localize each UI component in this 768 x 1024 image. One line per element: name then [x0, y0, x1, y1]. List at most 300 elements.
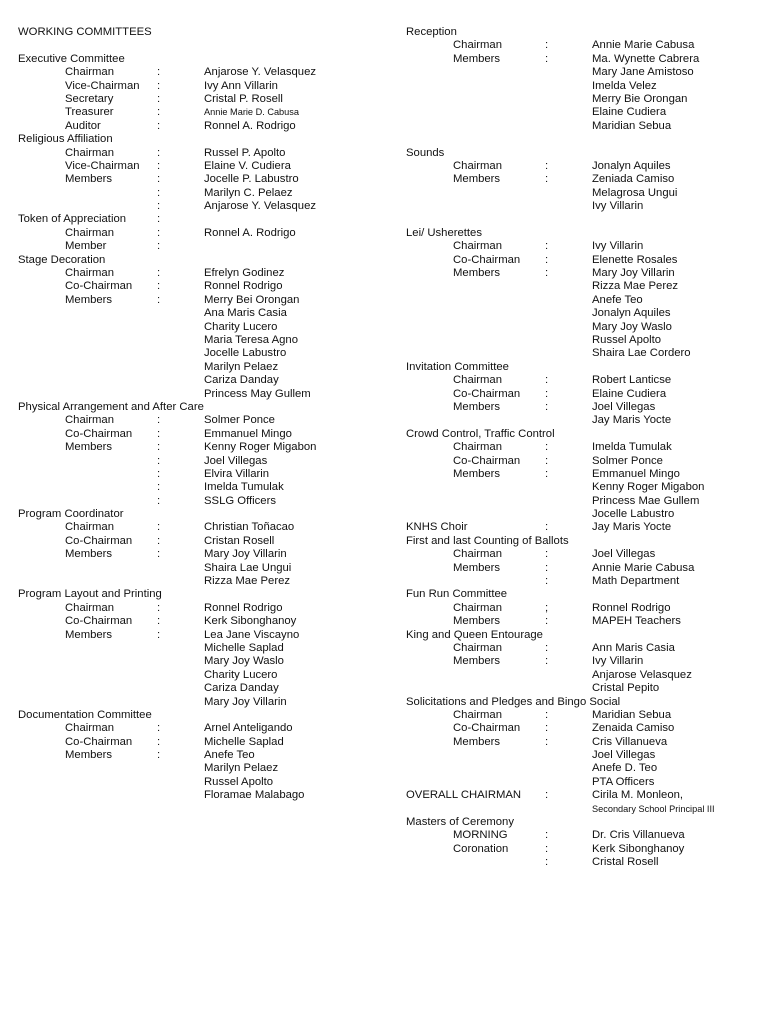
committee-member-row	[18, 294, 390, 307]
committee-member-row	[18, 575, 390, 588]
member-role: Members	[65, 441, 113, 454]
committee-member-row	[406, 709, 756, 722]
member-role: Chairman	[65, 267, 114, 280]
member-name: Merry Bie Orongan	[592, 92, 688, 105]
spacer	[406, 133, 756, 146]
member-role: Co-Chairman	[65, 534, 133, 547]
committee-member-row	[406, 562, 756, 575]
committee-member-row	[406, 321, 756, 334]
separator-colon: :	[157, 173, 161, 186]
committee-heading	[18, 53, 390, 66]
member-name: Ma. Wynette Cabrera	[592, 52, 700, 65]
committee-heading	[18, 709, 390, 722]
committee-member-row	[18, 615, 390, 628]
member-name: Zeniada Camiso	[592, 173, 675, 186]
committee-member-row	[406, 736, 756, 749]
committee-member-row	[406, 414, 756, 427]
member-role: Chairman	[453, 641, 502, 654]
separator-colon: :	[157, 494, 161, 507]
member-name: Zenaida Camiso	[592, 722, 675, 735]
committee-member-row	[406, 749, 756, 762]
separator-colon: :	[157, 159, 161, 172]
member-name: Cristan Rosell	[204, 534, 275, 547]
member-name: Charity Lucero	[204, 668, 278, 681]
member-name: Elenette Rosales	[592, 253, 678, 266]
member-role: Chairman	[65, 146, 114, 159]
committee-heading	[406, 696, 756, 709]
separator-colon: :	[157, 293, 161, 306]
member-name: Joel Villegas	[592, 548, 656, 561]
member-role: Members	[65, 548, 113, 561]
separator-colon: :	[545, 735, 549, 748]
member-name: Jocelle Labustro	[592, 508, 675, 521]
committee-member-row	[406, 388, 756, 401]
committee-member-row	[18, 187, 390, 200]
member-name: Merry Bei Orongan	[204, 293, 300, 306]
committee-heading	[18, 588, 390, 601]
member-name: Elaine Cudiera	[592, 387, 667, 400]
committee-member-row	[406, 53, 756, 66]
member-role: Members	[453, 173, 501, 186]
member-name: Michelle Saplad	[204, 735, 284, 748]
member-role: Chairman	[453, 39, 502, 52]
committee-member-row	[18, 602, 390, 615]
committee-member-row	[18, 361, 390, 374]
committee-member-row	[18, 307, 390, 320]
committee-member-row	[18, 428, 390, 441]
separator-colon: :	[545, 521, 549, 534]
separator-colon: :	[157, 534, 161, 547]
separator-colon: :	[545, 641, 549, 654]
separator-colon: :	[157, 548, 161, 561]
member-name: Jocelle Labustro	[204, 347, 287, 360]
member-name: Anefe Teo	[204, 749, 255, 762]
committee-title: Invitation Committee	[406, 360, 509, 373]
member-role: Co-Chairman	[65, 427, 133, 440]
committee-member-row	[18, 321, 390, 334]
committee-member-row	[18, 200, 390, 213]
member-name: Ivy Ann Villarin	[204, 79, 278, 92]
member-name: Cristal Rosell	[592, 856, 659, 869]
committee-member-row	[406, 441, 756, 454]
committee-member-row	[406, 93, 756, 106]
member-name: Kerk Sibonghanoy	[592, 842, 685, 855]
committee-member-row	[406, 160, 756, 173]
member-name: Rizza Mae Perez	[204, 575, 291, 588]
separator-colon: :	[545, 454, 549, 467]
right-column	[406, 26, 756, 870]
member-name: Christian Toñacao	[204, 521, 295, 534]
committee-member-row	[18, 495, 390, 508]
member-role: Chairman	[453, 708, 502, 721]
member-role: Vice-Chairman	[65, 159, 140, 172]
member-name: Mary Joy Waslo	[592, 320, 672, 333]
member-name: Princess May Gullem	[204, 387, 311, 400]
separator-colon: :	[157, 427, 161, 440]
committee-member-row	[406, 843, 756, 856]
separator-colon: :	[157, 200, 161, 213]
member-name: Elaine Cudiera	[592, 106, 667, 119]
separator-colon: :	[157, 186, 161, 199]
member-name: Anjarose Y. Velasquez	[204, 200, 317, 213]
committee-member-row	[406, 187, 756, 200]
committee-member-row	[406, 669, 756, 682]
member-role: Members	[453, 400, 501, 413]
committee-member-row	[406, 722, 756, 735]
member-role: Secretary	[65, 92, 114, 105]
separator-colon: :	[545, 240, 549, 253]
committee-member-row	[18, 80, 390, 93]
member-role: Co-Chairman	[453, 454, 521, 467]
member-role: Members	[453, 561, 501, 574]
committee-heading	[406, 789, 756, 802]
member-role: Co-Chairman	[453, 722, 521, 735]
committee-member-row	[406, 508, 756, 521]
member-name: Cristal P. Rosell	[204, 92, 283, 105]
separator-colon: :	[157, 106, 161, 119]
member-name: PTA Officers	[592, 775, 655, 788]
separator-colon: :	[545, 441, 549, 454]
member-name: Ann Maris Casia	[592, 641, 675, 654]
member-name: Cariza Danday	[204, 374, 279, 387]
separator-colon: :	[545, 561, 549, 574]
committee-heading	[406, 147, 756, 160]
separator-colon: :	[545, 842, 549, 855]
member-name: Cris Villanueva	[592, 735, 668, 748]
member-name: Annie Marie Cabusa	[592, 39, 695, 52]
committee-member-row	[18, 655, 390, 668]
committee-heading	[18, 254, 390, 267]
member-name: Ronnel A. Rodrigo	[204, 226, 296, 239]
member-name: Maridian Sebua	[592, 708, 672, 721]
committee-member-row	[18, 468, 390, 481]
committee-member-row	[406, 495, 756, 508]
committee-member-row	[18, 669, 390, 682]
committee-member-row	[18, 789, 390, 802]
member-name: Joel Villegas	[592, 400, 656, 413]
member-name: Russel Apolto	[204, 775, 274, 788]
member-name: Cariza Danday	[204, 682, 279, 695]
separator-colon: :	[157, 119, 161, 132]
committee-title: Solicitations and Pledges and Bingo Social	[406, 695, 621, 708]
separator-colon: :	[157, 146, 161, 159]
committee-member-row	[18, 736, 390, 749]
member-role: Chairman	[65, 601, 114, 614]
separator-colon: :	[545, 39, 549, 52]
member-name: MAPEH Teachers	[592, 615, 681, 628]
committee-title: Fun Run Committee	[406, 588, 508, 601]
spacer	[406, 213, 756, 226]
member-role: Members	[453, 467, 501, 480]
member-name: Emmanuel Mingo	[592, 467, 680, 480]
committee-title: Token of Appreciation	[18, 213, 127, 226]
separator-colon: :	[545, 52, 549, 65]
committee-member-row	[18, 521, 390, 534]
committee-member-row	[18, 548, 390, 561]
member-name: Anjarose Y. Velasquez	[204, 66, 317, 79]
member-role: Vice-Chairman	[65, 79, 140, 92]
committee-member-row	[18, 374, 390, 387]
member-name: Michelle Saplad	[204, 641, 284, 654]
separator-colon: :	[157, 521, 161, 534]
separator-colon: :	[545, 387, 549, 400]
committee-member-row	[406, 455, 756, 468]
spacer	[18, 39, 390, 52]
member-name: Floramae Malabago	[204, 789, 305, 802]
committee-heading	[406, 535, 756, 548]
member-role: Co-Chairman	[65, 615, 133, 628]
member-role: Members	[453, 655, 501, 668]
member-name: Marilyn C. Pelaez	[204, 186, 293, 199]
member-name: Lea Jane Viscayno	[204, 628, 300, 641]
committee-heading	[406, 588, 756, 601]
separator-colon: :	[157, 441, 161, 454]
committee-member-row	[406, 120, 756, 133]
member-name: Marilyn Pelaez	[204, 762, 279, 775]
committee-member-row	[406, 829, 756, 842]
member-name: Russel Apolto	[592, 333, 662, 346]
member-name: Melagrosa Ungui	[592, 186, 678, 199]
member-name: Dr. Cris Villanueva	[592, 829, 685, 842]
separator-colon: :	[157, 722, 161, 735]
committee-member-row	[18, 629, 390, 642]
member-role: Auditor	[65, 119, 101, 132]
committee-member-row	[18, 388, 390, 401]
member-role: Chairman	[65, 722, 114, 735]
committee-member-row	[18, 776, 390, 789]
separator-colon: :	[157, 481, 161, 494]
committee-title: Program Layout and Printing	[18, 588, 162, 601]
committee-title: OVERALL CHAIRMAN	[406, 789, 522, 802]
committee-member-row	[18, 749, 390, 762]
member-name: Ivy Villarin	[592, 200, 644, 213]
member-name: Ronnel Rodrigo	[592, 601, 671, 614]
committee-member-row	[406, 267, 756, 280]
separator-colon: :	[157, 601, 161, 614]
committee-heading	[18, 213, 390, 226]
member-name: Joel Villegas	[204, 454, 268, 467]
committee-member-row	[18, 455, 390, 468]
committee-heading	[18, 508, 390, 521]
committee-title: First and last Counting of Ballots	[406, 534, 569, 547]
separator-colon: :	[157, 92, 161, 105]
member-name: Rizza Mae Perez	[592, 280, 679, 293]
member-name: Russel P. Apolto	[204, 146, 286, 159]
member-name: Ana Maris Casia	[204, 307, 287, 320]
committee-member-row	[406, 347, 756, 360]
committee-member-row	[18, 106, 390, 119]
committee-member-row	[18, 722, 390, 735]
separator-colon: :	[545, 575, 549, 588]
member-name: Charity Lucero	[204, 320, 278, 333]
member-name: Shaira Lae Cordero	[592, 347, 691, 360]
committee-heading	[406, 428, 756, 441]
committee-member-row	[18, 267, 390, 280]
member-name: Arnel Anteligando	[204, 722, 293, 735]
member-name: Jay Maris Yocte	[592, 414, 672, 427]
committee-title: Documentation Committee	[18, 708, 152, 721]
committee-member-row	[406, 655, 756, 668]
member-role: Members	[65, 628, 113, 641]
separator-colon: :	[545, 789, 549, 802]
committee-title: King and Queen Entourage	[406, 628, 543, 641]
member-name: Mary Joy Villarin	[204, 548, 287, 561]
member-role: Co-Chairman	[65, 280, 133, 293]
committee-member-row	[406, 80, 756, 93]
member-name: Jocelle P. Labustro	[204, 173, 299, 186]
member-name: Annie Marie Cabusa	[592, 561, 695, 574]
committee-member-row	[18, 280, 390, 293]
separator-colon: :	[157, 213, 161, 226]
member-name: Robert Lanticse	[592, 374, 672, 387]
committee-title: Lei/ Usherettes	[406, 226, 482, 239]
committee-member-row	[406, 401, 756, 414]
member-name: Ronnel A. Rodrigo	[204, 119, 296, 132]
committee-member-row	[406, 334, 756, 347]
separator-colon: :	[545, 173, 549, 186]
member-name: Mary Joy Villarin	[204, 695, 287, 708]
committee-heading	[406, 26, 756, 39]
member-name: Marilyn Pelaez	[204, 360, 279, 373]
member-name: Cirila M. Monleon,	[592, 789, 684, 802]
member-name: Cristal Pepito	[592, 682, 660, 695]
member-role: Members	[65, 173, 113, 186]
committee-member-row	[406, 374, 756, 387]
committee-title: Program Coordinator	[18, 508, 124, 521]
member-role: Co-Chairman	[65, 735, 133, 748]
member-name: Math Department	[592, 575, 680, 588]
separator-colon: :	[157, 280, 161, 293]
member-name: Imelda Tumulak	[204, 481, 284, 494]
member-role: Chairman	[65, 521, 114, 534]
committee-member-row	[18, 562, 390, 575]
separator-colon: :	[157, 240, 161, 253]
member-name: Kerk Sibonghanoy	[204, 615, 297, 628]
member-name: Anefe D. Teo	[592, 762, 658, 775]
committee-member-row	[18, 414, 390, 427]
committee-heading	[406, 816, 756, 829]
separator-colon: :	[545, 856, 549, 869]
committee-member-row	[406, 294, 756, 307]
committee-title: Masters of Ceremony	[406, 816, 514, 829]
separator-colon: :	[157, 735, 161, 748]
committee-member-row	[406, 575, 756, 588]
committee-member-row	[18, 481, 390, 494]
member-role: Chairman	[453, 159, 502, 172]
member-role: Coronation	[453, 842, 509, 855]
member-name: Elvira Villarin	[204, 467, 270, 480]
member-name: Maridian Sebua	[592, 119, 672, 132]
member-name: Solmer Ponce	[204, 414, 275, 427]
member-name: Kenny Roger Migabon	[204, 441, 317, 454]
committee-member-row	[18, 334, 390, 347]
separator-colon: :	[545, 267, 549, 280]
separator-colon: ;	[545, 601, 549, 614]
separator-colon: :	[545, 467, 549, 480]
separator-colon: :	[545, 374, 549, 387]
separator-colon: :	[157, 749, 161, 762]
separator-colon: :	[545, 400, 549, 413]
committee-member-row	[18, 762, 390, 775]
member-name: Ivy Villarin	[592, 240, 644, 253]
separator-colon: :	[545, 708, 549, 721]
member-name: Ronnel Rodrigo	[204, 280, 283, 293]
committee-member-row	[406, 200, 756, 213]
separator-colon: :	[545, 655, 549, 668]
member-role: Members	[453, 735, 501, 748]
committee-title: Stage Decoration	[18, 253, 106, 266]
committee-title: Reception	[406, 26, 457, 38]
member-name: Mary Joy Waslo	[204, 655, 284, 668]
committee-title: Religious Affiliation	[18, 133, 113, 146]
committee-heading	[406, 361, 756, 374]
member-name: Secondary School Principal III	[592, 803, 715, 814]
committee-member-row	[406, 254, 756, 267]
member-role: Treasurer	[65, 106, 114, 119]
member-role: Members	[453, 52, 501, 65]
committee-member-row	[406, 66, 756, 79]
committee-member-row	[18, 441, 390, 454]
left-column	[18, 26, 390, 803]
committee-member-row	[18, 93, 390, 106]
committee-member-row	[18, 160, 390, 173]
member-name: Imelda Tumulak	[592, 441, 672, 454]
member-name: Ivy Villarin	[592, 655, 644, 668]
committee-member-row	[406, 280, 756, 293]
committee-member-row	[406, 240, 756, 253]
member-role: Chairman	[65, 414, 114, 427]
separator-colon: :	[545, 615, 549, 628]
committee-title: WORKING COMMITTEES	[18, 26, 152, 38]
committee-member-row	[18, 173, 390, 186]
member-name: Anjarose Velasquez	[592, 668, 692, 681]
member-role: Chairman	[453, 601, 502, 614]
member-name: Princess Mae Gullem	[592, 494, 700, 507]
committee-heading	[406, 521, 756, 534]
member-name: Joel Villegas	[592, 749, 656, 762]
committee-member-row	[406, 173, 756, 186]
member-role: Members	[453, 267, 501, 280]
committee-heading	[406, 629, 756, 642]
member-name: Ronnel Rodrigo	[204, 601, 283, 614]
member-role: Member	[65, 240, 107, 253]
member-name: Mary Joy Villarin	[592, 267, 675, 280]
member-name: Jonalyn Aquiles	[592, 307, 671, 320]
committee-member-row	[406, 803, 756, 816]
committee-member-row	[406, 548, 756, 561]
separator-colon: :	[545, 722, 549, 735]
committee-member-row	[18, 227, 390, 240]
member-role: Members	[453, 615, 501, 628]
committee-member-row	[18, 147, 390, 160]
committee-member-row	[406, 106, 756, 119]
committee-member-row	[18, 642, 390, 655]
member-role: Chairman	[65, 66, 114, 79]
member-name: Jay Maris Yocte	[592, 521, 672, 534]
committee-member-row	[18, 66, 390, 79]
separator-colon: :	[545, 159, 549, 172]
committee-member-row	[406, 39, 756, 52]
committee-heading	[18, 26, 390, 39]
member-name: Solmer Ponce	[592, 454, 663, 467]
separator-colon: :	[157, 615, 161, 628]
member-name: Mary Jane Amistoso	[592, 66, 694, 79]
member-name: Elaine V. Cudiera	[204, 159, 291, 172]
separator-colon: :	[157, 66, 161, 79]
separator-colon: :	[157, 267, 161, 280]
committee-heading	[18, 133, 390, 146]
committee-title: KNHS Choir	[406, 521, 468, 534]
